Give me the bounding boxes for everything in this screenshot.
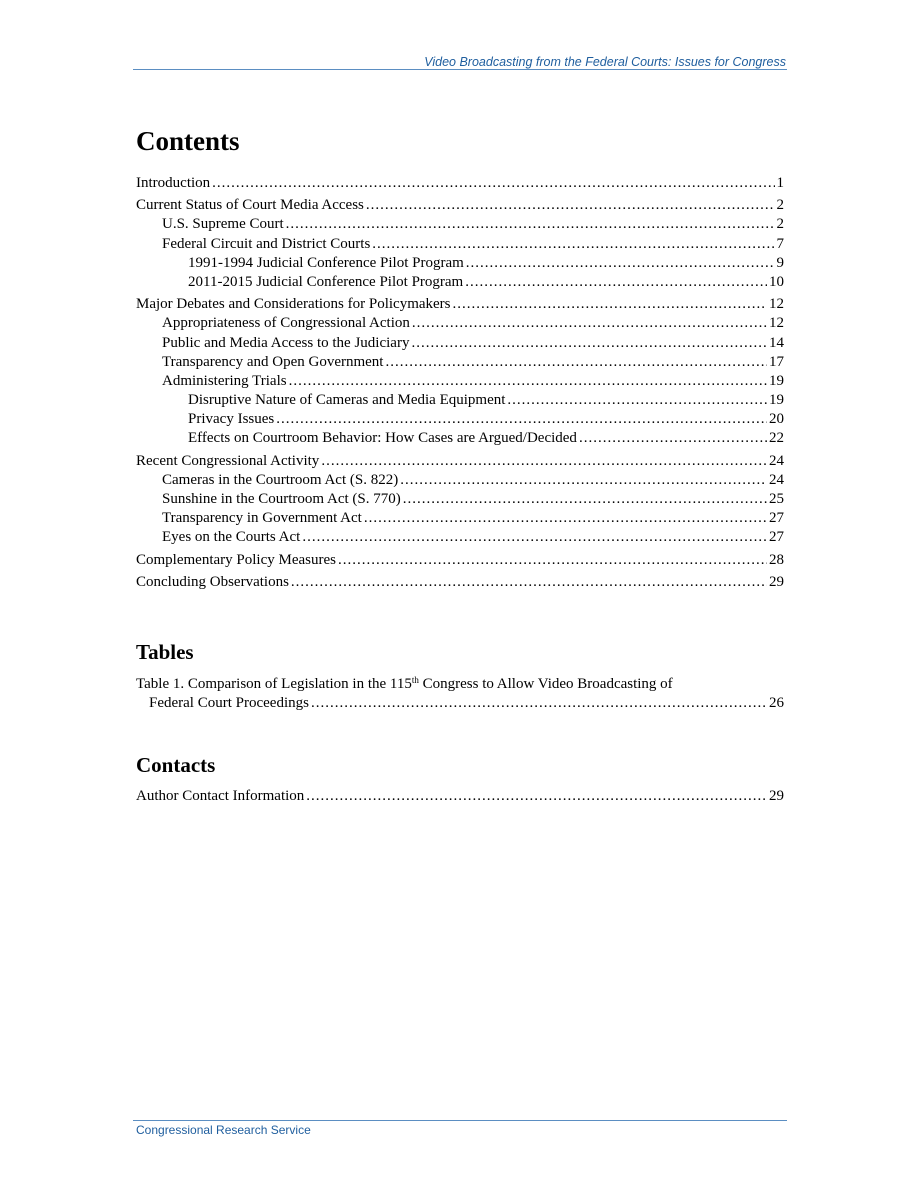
toc-entry[interactable] xyxy=(136,273,784,292)
toc-entry-page-number: 29 xyxy=(769,788,784,804)
toc-entry[interactable] xyxy=(136,787,784,806)
dot-leader xyxy=(507,391,767,410)
toc-entry-title: Cameras in the Courtroom Act (S. 822) xyxy=(162,471,399,488)
table-1-page-number: 26 xyxy=(769,695,784,712)
toc-entry-title: Administering Trials xyxy=(162,372,287,389)
header-rule xyxy=(133,69,787,70)
dot-leader xyxy=(372,235,774,254)
ordinal-suffix: th xyxy=(411,675,419,685)
toc-entry[interactable] xyxy=(136,391,784,410)
toc-entry-title: Appropriateness of Congressional Action xyxy=(162,315,410,332)
toc-entry-page-number: 14 xyxy=(769,334,784,351)
toc-entry-page-number: 19 xyxy=(769,392,784,409)
toc-entry[interactable] xyxy=(136,235,784,254)
toc-entry-title: U.S. Supreme Court xyxy=(162,216,284,233)
toc-entry-title: Introduction xyxy=(136,175,211,191)
toc-entry-page-number: 10 xyxy=(769,273,784,290)
toc-entry[interactable] xyxy=(136,410,784,429)
dot-leader xyxy=(289,372,767,391)
toc-entry-title: Transparency in Government Act xyxy=(162,510,362,527)
dot-leader xyxy=(453,295,767,314)
dot-leader xyxy=(311,694,767,713)
dot-leader xyxy=(306,787,767,806)
dot-leader xyxy=(338,551,767,570)
dot-leader xyxy=(403,490,767,509)
toc-entry-title: Disruptive Nature of Cameras and Media Equipment xyxy=(188,392,506,409)
dot-leader xyxy=(579,429,767,448)
toc-entry-page-number: 9 xyxy=(776,254,784,271)
contacts-heading: Contacts xyxy=(136,753,216,777)
toc-entry[interactable] xyxy=(136,334,784,353)
running-header-title: Video Broadcasting from the Federal Courts: Issues for Congress xyxy=(424,55,786,69)
toc-entry-title: Author Contact Information xyxy=(136,788,305,804)
toc-entry[interactable] xyxy=(136,490,784,509)
dot-leader xyxy=(465,273,767,292)
toc-entry-page-number: 27 xyxy=(769,529,784,546)
toc-entry-page-number: 1 xyxy=(776,175,784,191)
dot-leader xyxy=(411,334,767,353)
toc-entry-title: 1991-1994 Judicial Conference Pilot Program xyxy=(188,254,464,271)
toc-entry[interactable] xyxy=(136,452,784,471)
dot-leader xyxy=(400,471,767,490)
toc-entry-page-number: 27 xyxy=(769,510,784,527)
toc-entry-page-number: 2 xyxy=(776,197,784,214)
toc-entry-page-number: 28 xyxy=(769,551,784,568)
toc-entry[interactable] xyxy=(136,314,784,333)
toc-entry-title: Privacy Issues xyxy=(188,411,275,428)
toc-entry-page-number: 24 xyxy=(769,471,784,488)
toc-entry-page-number: 22 xyxy=(769,430,784,447)
dot-leader xyxy=(291,573,767,592)
toc-entry-page-number: 12 xyxy=(769,296,784,313)
toc-entry-page-number: 20 xyxy=(769,411,784,428)
toc-entry-title: Federal Circuit and District Courts xyxy=(162,235,371,252)
toc-entry-page-number: 17 xyxy=(769,353,784,370)
toc-entry-title: Eyes on the Courts Act xyxy=(162,529,301,546)
contents-list xyxy=(136,174,784,592)
toc-entry-title: Complementary Policy Measures xyxy=(136,551,336,568)
toc-entry-title: Sunshine in the Courtroom Act (S. 770) xyxy=(162,491,401,507)
toc-entry-page-number: 19 xyxy=(769,372,784,389)
dot-leader xyxy=(466,254,775,273)
toc-entry[interactable] xyxy=(136,215,784,234)
dot-leader xyxy=(412,314,767,333)
toc-entry[interactable] xyxy=(136,295,784,314)
toc-entry-title: Concluding Observations xyxy=(136,573,289,590)
toc-entry[interactable] xyxy=(136,372,784,391)
toc-entry-title: Major Debates and Considerations for Policymakers xyxy=(136,296,451,313)
dot-leader xyxy=(364,509,767,528)
toc-entry-title: Public and Media Access to the Judiciary xyxy=(162,334,410,351)
toc-entry-page-number: 12 xyxy=(769,315,784,332)
contacts-list xyxy=(136,787,784,806)
table-1-title-part1: Table 1. Comparison of Legislation in the 115 xyxy=(136,676,412,692)
dot-leader xyxy=(366,196,775,215)
toc-entry[interactable] xyxy=(136,353,784,372)
toc-entry[interactable] xyxy=(136,471,784,490)
toc-entry-title: Current Status of Court Media Access xyxy=(136,197,364,214)
dot-leader xyxy=(276,410,767,429)
contents-heading: Contents xyxy=(136,126,240,156)
toc-entry-page-number: 2 xyxy=(776,216,784,233)
table-1-title-part3: Federal Court Proceedings xyxy=(149,695,309,712)
toc-entry-title: Recent Congressional Activity xyxy=(136,452,320,469)
toc-entry-title: Effects on Courtroom Behavior: How Cases are Argued/Decided xyxy=(188,430,577,447)
footer-rule xyxy=(133,1120,787,1121)
dot-leader xyxy=(321,452,767,471)
table-1-entry[interactable] xyxy=(136,675,784,713)
dot-leader xyxy=(385,353,767,372)
toc-entry-page-number: 25 xyxy=(769,491,784,507)
footer-org-name: Congressional Research Service xyxy=(136,1123,311,1137)
toc-entry[interactable] xyxy=(136,254,784,273)
toc-entry-page-number: 29 xyxy=(769,573,784,590)
dot-leader xyxy=(302,528,767,547)
toc-entry-page-number: 24 xyxy=(769,452,784,469)
toc-entry-title: 2011-2015 Judicial Conference Pilot Program xyxy=(188,273,464,290)
toc-entry[interactable] xyxy=(136,551,784,570)
toc-entry[interactable] xyxy=(136,528,784,547)
dot-leader xyxy=(212,174,774,193)
toc-entry[interactable] xyxy=(136,573,784,592)
toc-entry[interactable] xyxy=(136,196,784,215)
toc-entry-page-number: 7 xyxy=(776,235,784,252)
dot-leader xyxy=(286,215,775,234)
tables-heading: Tables xyxy=(136,640,194,664)
toc-entry[interactable] xyxy=(136,429,784,448)
toc-entry[interactable] xyxy=(136,509,784,528)
toc-entry-title: Transparency and Open Government xyxy=(162,353,384,370)
toc-entry[interactable] xyxy=(136,174,784,193)
table-1-title-part2: Congress to Allow Video Broadcasting of xyxy=(418,676,673,692)
